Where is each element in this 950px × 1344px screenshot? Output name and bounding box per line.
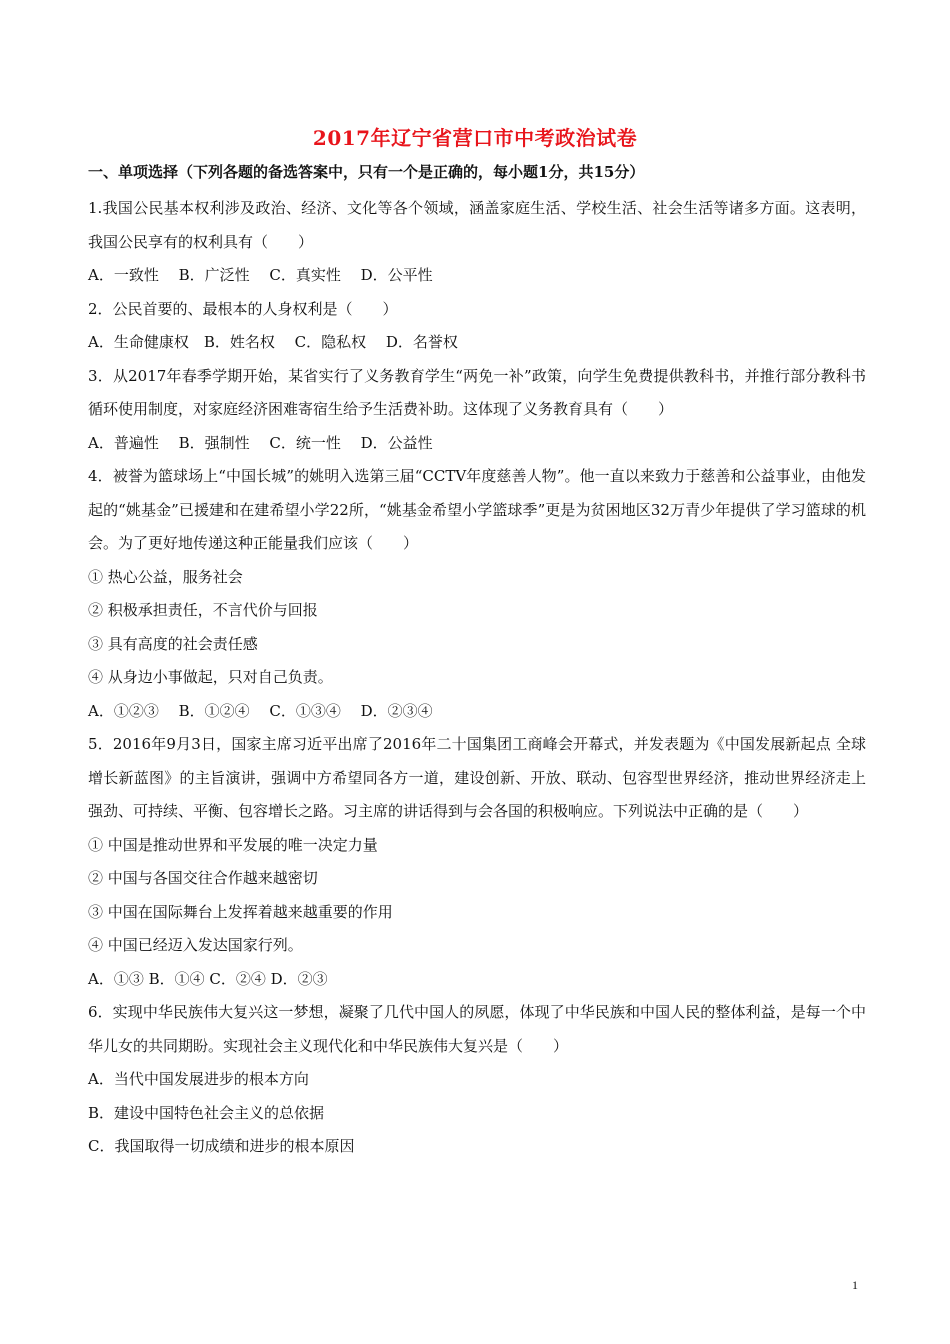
question-option: A．当代中国发展进步的根本方向: [88, 1070, 309, 1088]
exam-content: [88, 160, 866, 1164]
question-option: A．①③ B．①④ C．②④ D．②③: [88, 969, 328, 988]
page-title: 2017年辽宁省营口市中考政治试卷: [312, 126, 638, 150]
question-option: ① 中国是推动世界和平发展的唯一决定力量: [88, 835, 378, 854]
question-option: A．①②③ B．①②④ C．①③④ D．②③④: [88, 701, 433, 720]
question-stem: 5．2016年9月3日，国家主席习近平出席了2016年二十国集团工商峰会开幕式，并发表题为《中国发展新起点 全球增长新蓝图》的主旨演讲，强调中方希望同各方一道，建设创新、开放、联动、包容型世界经济，推动世界经济走上强劲、可持续、平衡、包容增长之路。习主席的讲话得到与会各国的积极响应。下列说法中正确的是（ ）: [88, 735, 866, 820]
question-stem: 1.我国公民基本权利涉及政治、经济、文化等各个领域，涵盖家庭生活、学校生活、社会生活等诸多方面。这表明，我国公民享有的权利具有（ ）: [88, 199, 866, 251]
page-number: 1: [852, 1278, 858, 1292]
question-2: [88, 293, 866, 360]
question-option: ② 中国与各国交往合作越来越密切: [88, 869, 318, 887]
question-1: [88, 192, 866, 293]
question-5: [88, 728, 866, 996]
question-option: ② 积极承担责任，不言代价与回报: [88, 601, 318, 619]
question-option: ③ 中国在国际舞台上发挥着越来越重要的作用: [88, 902, 393, 921]
question-option: A．一致性 B．广泛性 C．真实性 D．公平性: [88, 266, 433, 284]
question-option: A．生命健康权 B．姓名权 C．隐私权 D．名誉权: [88, 333, 458, 351]
question-option: ④ 从身边小事做起，只对自己负责。: [88, 668, 333, 686]
question-3: [88, 360, 866, 461]
question-4: [88, 460, 866, 728]
question-6: [88, 996, 866, 1164]
question-stem: 4．被誉为篮球场上“中国长城”的姚明入选第三届“CCTV年度慈善人物”。他一直以来致力于慈善和公益事业，由他发起的“姚基金”已援建和在建希望小学22所，“姚基金希望小学篮球季”更是为贫困地区32万青少年提供了学习篮球的机会。为了更好地传递这种正能量我们应该（ ）: [88, 467, 866, 552]
question-option: ① 热心公益，服务社会: [88, 567, 243, 586]
section-heading: 一、单项选择（下列各题的备选答案中，只有一个是正确的，每小题1分，共15分）: [88, 163, 645, 181]
question-option: A．普遍性 B．强制性 C．统一性 D．公益性: [88, 433, 433, 452]
question-option: ④ 中国已经迈入发达国家行列。: [88, 936, 303, 954]
question-option: B．建设中国特色社会主义的总依据: [88, 1103, 325, 1122]
question-stem: 2．公民首要的、最根本的人身权利是（ ）: [88, 299, 398, 318]
question-stem: 6．实现中华民族伟大复兴这一梦想，凝聚了几代中国人的夙愿，体现了中华民族和中国人民的整体利益，是每一个中华儿女的共同期盼。实现社会主义现代化和中华民族伟大复兴是（ ）: [88, 1003, 866, 1055]
question-option: ③ 具有高度的社会责任感: [88, 634, 258, 653]
question-stem: 3．从2017年春季学期开始，某省实行了义务教育学生“两免一补”政策，向学生免费提供教科书，并推行部分教科书循环使用制度，对家庭经济困难寄宿生给予生活费补助。这体现了义务教育具有（ ）: [88, 366, 866, 418]
question-option: C．我国取得一切成绩和进步的根本原因: [88, 1137, 355, 1155]
